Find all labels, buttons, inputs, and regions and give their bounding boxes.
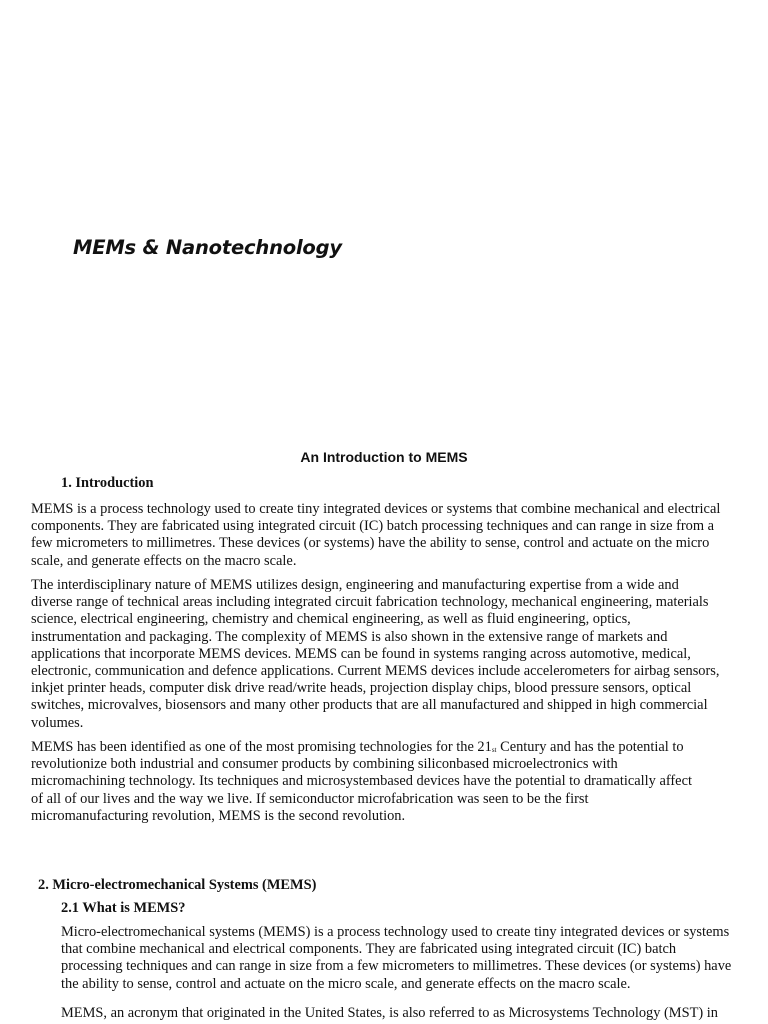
subsection-heading: 2.1 What is MEMS?: [61, 900, 186, 916]
line-text: Century and has the potential to: [496, 739, 684, 755]
paragraph-line: volumes.: [31, 714, 84, 731]
paragraph-line: scale, and generate effects on the macro scale.: [31, 552, 297, 569]
paragraph-line: the ability to sense, control and actuate on the micro scale, and generate effects on the macro scale.: [61, 975, 631, 992]
paragraph-line: MEMS is a process technology used to create tiny integrated devices or systems that combine mechanical and electrical: [31, 501, 721, 517]
section-heading: An Introduction to MEMS: [300, 449, 468, 465]
paragraph-line: instrumentation and packaging. The complexity of MEMS is also shown in the extensive range of markets and: [31, 628, 668, 645]
paragraph-1: [31, 501, 720, 570]
paragraph-line: of all of our lives and the way we live. If semiconductor microfabrication was seen to be the first: [31, 790, 589, 807]
section-2-heading: 2. Micro-electromechanical Systems (MEMS): [38, 877, 317, 893]
introduction-heading: 1. Introduction: [61, 475, 154, 491]
paragraph-line: MEMS, an acronym that originated in the United States, is also referred to as Microsystems Technology (MST) in: [61, 1005, 718, 1021]
paragraph-line: components. They are fabricated using integrated circuit (IC) batch processing techniques and can range in size from a: [31, 518, 715, 535]
paragraph-line: science, electrical engineering, chemistry and chemical engineering, as well as fluid engineering, optics,: [31, 611, 631, 628]
paragraph-line: micromanufacturing revolution, MEMS is the second revolution.: [31, 807, 406, 824]
paragraph-line: few micrometers to millimetres. These devices (or systems) have the ability to sense, control and actuate on the micro: [31, 535, 710, 552]
paragraph-2: [31, 577, 720, 732]
paragraph-4: [61, 924, 731, 993]
paragraph-line: switches, microvalves, biosensors and many other products that are all manufactured and shipped in high commercial: [31, 697, 708, 714]
paragraph-line: applications that incorporate MEMS devices. MEMS can be found in systems ranging across automotive, medical,: [31, 645, 691, 662]
paragraph-line: inkjet printer heads, computer disk drive read/write heads, projection display chips, blood pressure sensors, optical: [31, 680, 692, 697]
paragraph-line: Micro-electromechanical systems (MEMS) is a process technology used to create tiny integrated devices or systems: [61, 924, 730, 940]
paragraph-line: processing techniques and can range in size from a few micrometers to millimetres. These devices (or systems) have: [61, 958, 732, 975]
document-title: MEMs & Nanotechnology: [73, 236, 342, 259]
paragraph-line: that combine mechanical and electrical components. They are fabricated using integrated circuit (IC) batch: [61, 941, 677, 958]
paragraph-line: electronic, communication and defence applications. Current MEMS devices include accelerometers for airbag sensors,: [31, 663, 720, 680]
paragraph-line: The interdisciplinary nature of MEMS utilizes design, engineering and manufacturing expertise from a wide and: [31, 577, 679, 593]
ordinal-suffix: st: [491, 746, 497, 754]
paragraph-3: [31, 739, 692, 825]
paragraph-line: [31, 739, 692, 756]
paragraph-line: revolutionize both industrial and consumer products by combining siliconbased microelectronics with: [31, 756, 618, 773]
paragraph-5: [61, 1005, 718, 1022]
paragraph-line: diverse range of technical areas including integrated circuit fabrication technology, mechanical engineering, materials: [31, 594, 709, 611]
paragraph-line: micromachining technology. Its techniques and microsystembased devices have the potential to dramatically affect: [31, 773, 692, 790]
line-text: MEMS has been identified as one of the most promising technologies for the 21: [31, 739, 492, 755]
